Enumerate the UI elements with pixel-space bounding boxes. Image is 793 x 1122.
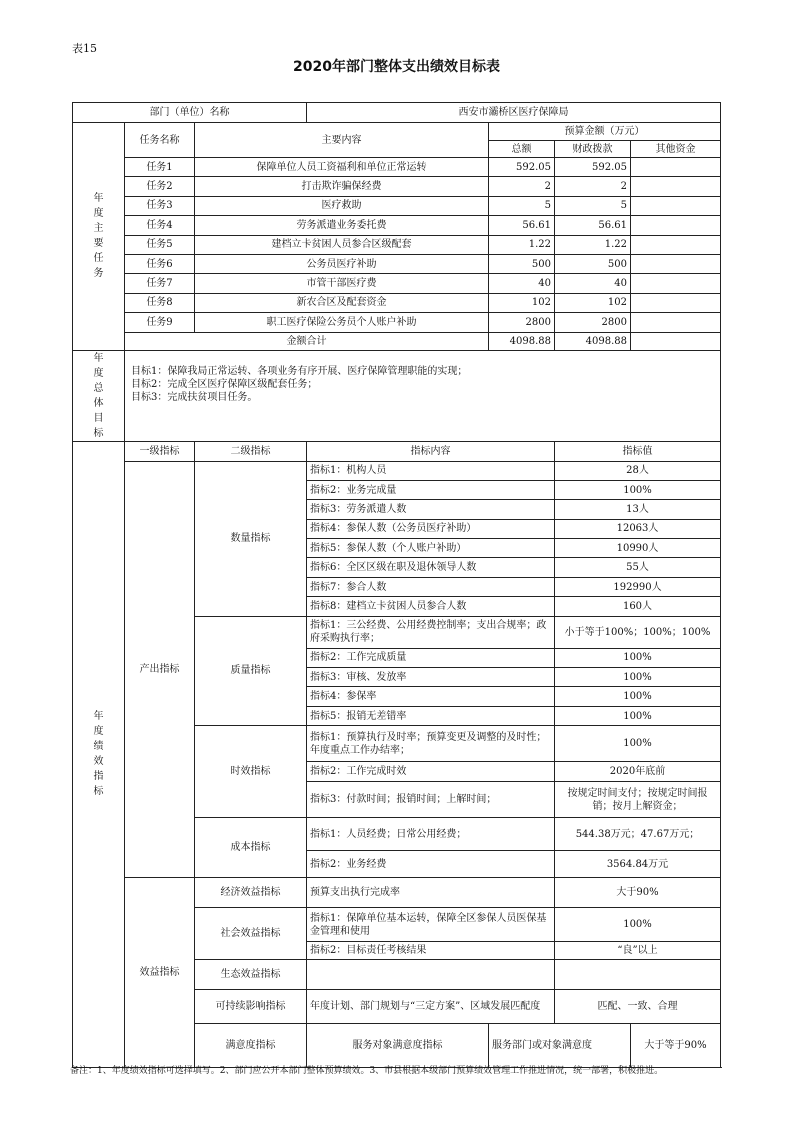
task-name: 任务3 — [125, 196, 195, 215]
h-value: 指标值 — [555, 441, 721, 461]
social-label: 社会效益指标 — [195, 908, 307, 960]
indicator-value: 100% — [555, 687, 721, 706]
indicator-value: 100% — [555, 726, 721, 762]
indicator-content: 指标1：人员经费；日常公用经费； — [307, 818, 555, 851]
indicator-value: 10990人 — [555, 539, 721, 558]
indicator-value — [555, 960, 721, 990]
task-other — [631, 313, 721, 332]
table-row — [73, 350, 721, 441]
indicator-value: 小于等于100%；100%；100% — [555, 616, 721, 648]
task-fiscal: 2800 — [555, 313, 631, 332]
performance-label — [73, 441, 125, 1068]
task-name: 任务9 — [125, 313, 195, 332]
task-name: 任务1 — [125, 158, 195, 177]
table-row — [73, 103, 721, 123]
indicator-value: 100% — [555, 668, 721, 687]
task-fiscal: 1.22 — [555, 235, 631, 254]
indicator-content: 指标7：参合人数 — [307, 577, 555, 596]
task-content: 职工医疗保险公务员个人账户补助 — [195, 313, 489, 332]
sum-label: 金额合计 — [125, 332, 489, 350]
task-other — [631, 254, 721, 273]
table-body — [73, 103, 721, 1068]
table-row — [73, 177, 721, 196]
sum-fiscal: 4098.88 — [555, 332, 631, 350]
table-row — [73, 216, 721, 235]
quality-label: 质量指标 — [195, 616, 307, 726]
indicator-content: 指标4：参保率 — [307, 687, 555, 706]
indicator-content: 指标2：工作完成质量 — [307, 648, 555, 667]
goal-line: 目标1：保障我局正常运转、各项业务有序开展、医疗保障管理职能的实现； — [131, 365, 468, 377]
indicator-content: 指标5：参保人数（个人账户补助） — [307, 539, 555, 558]
indicator-content: 指标3：审核、发放率 — [307, 668, 555, 687]
vertical-label: 年 度 绩 效 指 标 — [93, 711, 104, 798]
indicator-content: 指标6：全区区级在职及退休领导人数 — [307, 558, 555, 577]
indicator-value: 2020年底前 — [555, 762, 721, 782]
task-fiscal: 102 — [555, 293, 631, 312]
indicator-content: 指标1：保障单位基本运转，保障全区参保人员医保基金管理和使用 — [307, 908, 555, 942]
indicator-value: 按规定时间支付；按规定时间报销；按月上解资金； — [555, 782, 721, 818]
task-content: 保障单位人员工资福利和单位正常运转 — [195, 158, 489, 177]
task-total: 2800 — [489, 313, 555, 332]
task-other — [631, 274, 721, 293]
task-content: 新农合区及配套资金 — [195, 293, 489, 312]
task-total: 2 — [489, 177, 555, 196]
task-fiscal: 2 — [555, 177, 631, 196]
task-total: 5 — [489, 196, 555, 215]
table-row — [73, 332, 721, 350]
indicator-content: 预算支出执行完成率 — [307, 878, 555, 908]
footnote: 备注：1、年度绩效指标可选择填写。2、部门应公开本部门整体预算绩效。3、市县根据本级部门预算绩效管理工作推进情况，统一部署，积极推进。 — [70, 1066, 664, 1076]
task-total: 40 — [489, 274, 555, 293]
annual-tasks-label — [73, 123, 125, 351]
overall-goal-label — [73, 350, 125, 441]
economic-label: 经济效益指标 — [195, 878, 307, 908]
indicator-value: 28人 — [555, 461, 721, 480]
page-title: 2020年部门整体支出绩效目标表 — [293, 59, 500, 75]
satisfaction-label: 满意度指标 — [195, 1024, 307, 1068]
dept-name: 西安市灞桥区医疗保障局 — [307, 103, 721, 123]
task-content: 公务员医疗补助 — [195, 254, 489, 273]
indicator-content: 指标1：三公经费、公用经费控制率；支出合规率；政府采购执行率； — [307, 616, 555, 648]
vertical-label: 年 度 主 要 任 务 — [93, 193, 104, 280]
col-budget: 预算金额（万元） — [489, 123, 721, 141]
indicator-value: 55人 — [555, 558, 721, 577]
task-total: 1.22 — [489, 235, 555, 254]
task-other — [631, 196, 721, 215]
indicator-value: 160人 — [555, 597, 721, 616]
indicator-value: 192990人 — [555, 577, 721, 596]
benefit-label: 效益指标 — [125, 878, 195, 1068]
indicator-value: 匹配、一致、合理 — [555, 990, 721, 1024]
indicator-content: 指标2：目标责任考核结果 — [307, 942, 555, 960]
indicator-content: 指标1：预算执行及时率；预算变更及调整的及时性；年度重点工作办结率； — [307, 726, 555, 762]
h-content: 指标内容 — [307, 441, 555, 461]
indicator-content: 年度计划、部门规划与“三定方案”、区域发展匹配度 — [307, 990, 555, 1024]
indicator-content: 指标1：机构人员 — [307, 461, 555, 480]
indicator-value: 12063人 — [555, 519, 721, 538]
cost-label: 成本指标 — [195, 818, 307, 878]
table-row — [73, 441, 721, 461]
table-row — [73, 196, 721, 215]
task-fiscal: 500 — [555, 254, 631, 273]
table-row — [73, 293, 721, 312]
task-content: 建档立卡贫困人员参合区级配套 — [195, 235, 489, 254]
task-name: 任务5 — [125, 235, 195, 254]
table-row — [73, 274, 721, 293]
col-task-name: 任务名称 — [125, 123, 195, 158]
task-name: 任务2 — [125, 177, 195, 196]
table-row — [73, 313, 721, 332]
task-other — [631, 293, 721, 312]
indicator-content: 指标2：业务完成量 — [307, 480, 555, 499]
sum-total: 4098.88 — [489, 332, 555, 350]
indicator-content: 指标5：报销无差错率 — [307, 706, 555, 725]
task-other — [631, 216, 721, 235]
vertical-label: 年 度 总 体 目 标 — [93, 352, 104, 439]
task-content: 劳务派遣业务委托费 — [195, 216, 489, 235]
indicator-content: 指标3：劳务派遣人数 — [307, 500, 555, 519]
indicator-value: 3564.84万元 — [555, 851, 721, 878]
indicator-content: 指标2：业务经费 — [307, 851, 555, 878]
timeliness-label: 时效指标 — [195, 726, 307, 818]
task-other — [631, 235, 721, 254]
indicator-content — [307, 960, 555, 990]
h-level1: 一级指标 — [125, 441, 195, 461]
task-other — [631, 158, 721, 177]
indicator-value: 100% — [555, 648, 721, 667]
col-content: 主要内容 — [195, 123, 489, 158]
task-total: 500 — [489, 254, 555, 273]
task-total: 56.61 — [489, 216, 555, 235]
task-name: 任务4 — [125, 216, 195, 235]
table-row — [73, 158, 721, 177]
table-row — [73, 235, 721, 254]
indicator-content: 指标3：付款时间；报销时间；上解时间； — [307, 782, 555, 818]
dept-label: 部门（单位）名称 — [73, 103, 307, 123]
task-fiscal: 592.05 — [555, 158, 631, 177]
table-row — [73, 123, 721, 141]
indicator-value: 100% — [555, 706, 721, 725]
table-row — [73, 878, 721, 908]
overall-goal-text — [125, 350, 721, 441]
quantity-label: 数量指标 — [195, 461, 307, 616]
task-content: 医疗救助 — [195, 196, 489, 215]
indicator-content: 指标4：参保人数（公务员医疗补助） — [307, 519, 555, 538]
indicator-content: 指标8：建档立卡贫困人员参合人数 — [307, 597, 555, 616]
task-name: 任务6 — [125, 254, 195, 273]
task-total: 592.05 — [489, 158, 555, 177]
task-content: 市管干部医疗费 — [195, 274, 489, 293]
table-row — [73, 254, 721, 273]
indicator-content: 服务部门或对象满意度 — [489, 1024, 631, 1068]
service-label: 服务对象满意度指标 — [307, 1024, 489, 1068]
task-fiscal: 5 — [555, 196, 631, 215]
page-label: 表15 — [72, 42, 97, 55]
task-fiscal: 40 — [555, 274, 631, 293]
task-name: 任务7 — [125, 274, 195, 293]
col-other: 其他资金 — [631, 141, 721, 158]
task-content: 打击欺诈骗保经费 — [195, 177, 489, 196]
indicator-value: 100% — [555, 480, 721, 499]
task-name: 任务8 — [125, 293, 195, 312]
indicator-value: 大于90% — [555, 878, 721, 908]
h-level2: 二级指标 — [195, 441, 307, 461]
indicator-value: 13人 — [555, 500, 721, 519]
goal-line: 目标3：完成扶贫项目任务。 — [131, 391, 258, 403]
ecological-label: 生态效益指标 — [195, 960, 307, 990]
sum-other — [631, 332, 721, 350]
indicator-content: 指标2：工作完成时效 — [307, 762, 555, 782]
indicator-value: 大于等于90% — [631, 1024, 721, 1068]
goal-line: 目标2：完成全区医疗保障区级配套任务； — [131, 378, 318, 390]
col-total: 总额 — [489, 141, 555, 158]
task-total: 102 — [489, 293, 555, 312]
indicator-value: “良”以上 — [555, 942, 721, 960]
performance-target-table — [72, 102, 721, 1068]
sustain-label: 可持续影响指标 — [195, 990, 307, 1024]
indicator-value: 544.38万元；47.67万元； — [555, 818, 721, 851]
task-fiscal: 56.61 — [555, 216, 631, 235]
table-row — [73, 461, 721, 480]
task-other — [631, 177, 721, 196]
indicator-value: 100% — [555, 908, 721, 942]
output-label: 产出指标 — [125, 461, 195, 878]
col-fiscal: 财政拨款 — [555, 141, 631, 158]
